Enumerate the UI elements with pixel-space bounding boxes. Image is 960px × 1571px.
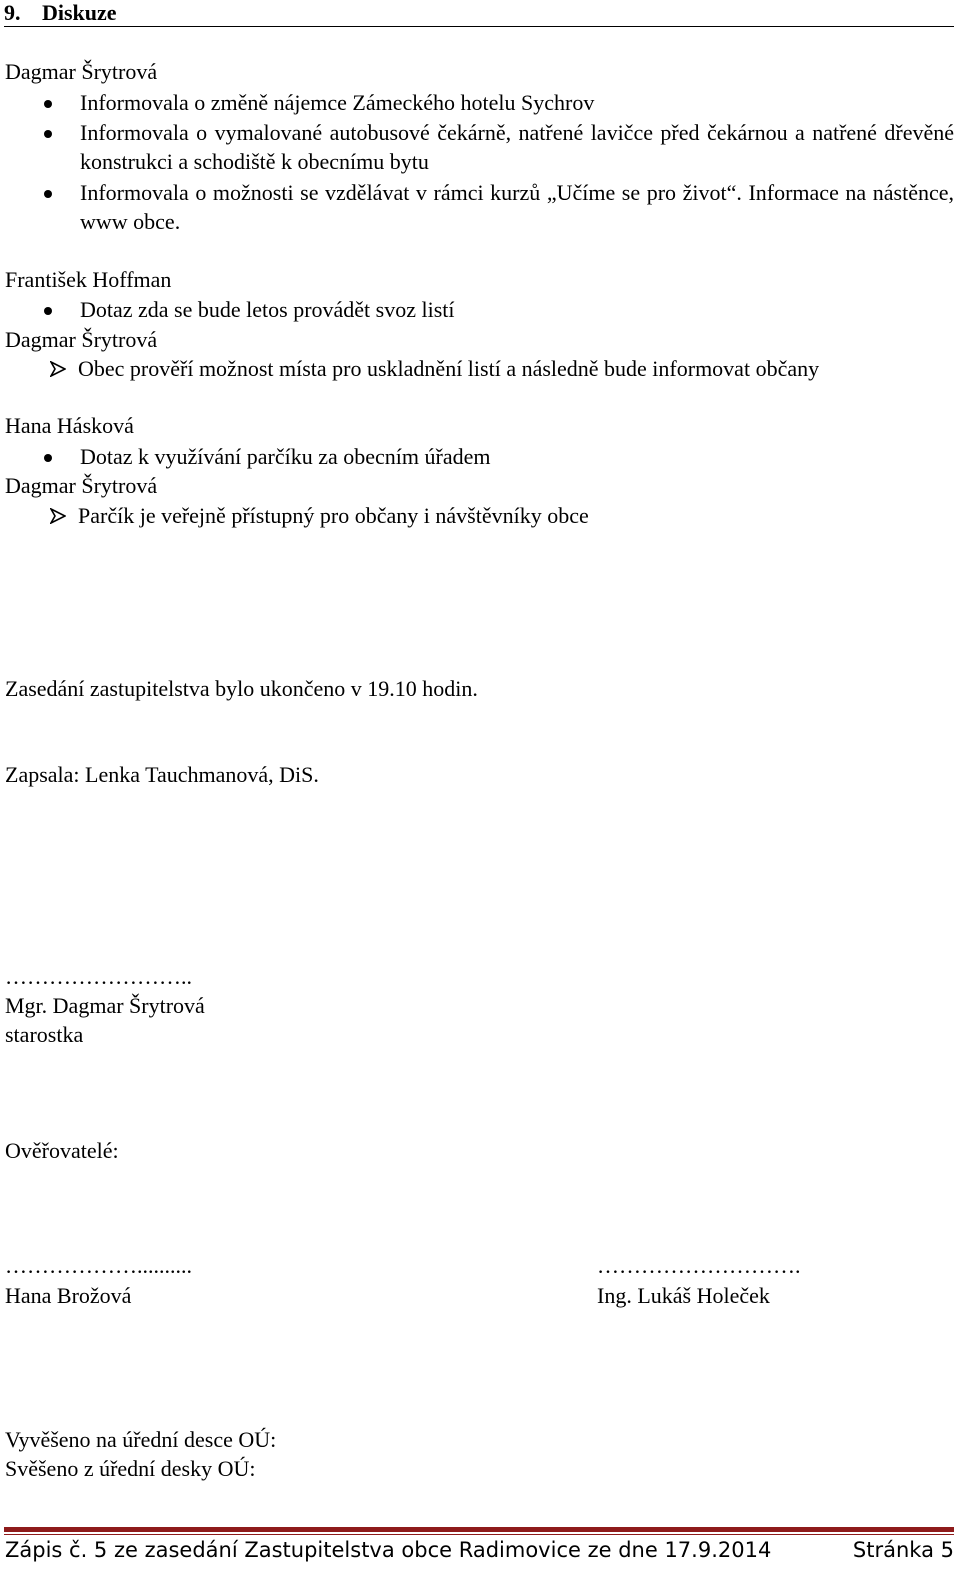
arrow-bullet-icon (50, 508, 66, 524)
question-text: Dotaz zda se bude letos provádět svoz listí (80, 297, 455, 322)
signature-dots: ………………………. (597, 1253, 801, 1278)
section-title: Diskuze (42, 0, 117, 25)
footer-rule (4, 1527, 954, 1532)
bullet-icon (44, 130, 52, 138)
bullet-icon (44, 307, 52, 315)
recorder-line: Zapsala: Lenka Tauchmanová, DiS. (5, 762, 319, 787)
bullet-icon (44, 190, 52, 198)
list-item (0, 88, 954, 117)
verifiers-label: Ověřovatelé: (5, 1138, 119, 1163)
speaker-name: František Hoffman (5, 267, 172, 292)
verifier-name: Hana Brožová (5, 1283, 132, 1308)
question-item (0, 295, 954, 324)
list-item-text: Informovala o vymalované autobusové čekárně, natřené lavičce před čekárnou a natřené dřevěné konstrukci a schodiště k obecnímu bytu (80, 120, 954, 175)
removed-line: Svěšeno z úřední desky OÚ: (5, 1456, 256, 1481)
bullet-icon (44, 454, 52, 462)
arrow-bullet-icon (50, 361, 66, 377)
footer-document-title: Zápis č. 5 ze zasedání Zastupitelstva obce Radimovice ze dne 17.9.2014 (5, 1538, 772, 1562)
mayor-name: Mgr. Dagmar Šrytrová (5, 993, 205, 1018)
signature-dots: …………………….. (5, 964, 192, 989)
section-heading (4, 0, 117, 27)
closing-statement: Zasedání zastupitelstva bylo ukončeno v 19.10 hodin. (5, 676, 478, 701)
footer-page-number: Stránka 5 (852, 1538, 954, 1562)
section-number: 9. (4, 0, 21, 25)
signature-dots: ……………….......... (5, 1253, 192, 1278)
bullet-icon (44, 100, 52, 108)
mayor-role: starostka (5, 1022, 84, 1047)
page-footer (5, 1537, 954, 1565)
posted-line: Vyvěšeno na úřední desce OÚ: (5, 1427, 277, 1452)
answer-text: Parčík je veřejně přístupný pro občany i návštěvníky obce (78, 503, 589, 528)
list-item-text: Informovala o možnosti se vzdělávat v rámci kurzů „Učíme se pro život“. Informace na nástěnce, www obce. (80, 180, 954, 235)
answer-text: Obec prověří možnost místa pro uskladnění listí a následně bude informovat občany (78, 356, 820, 381)
verifier-name: Ing. Lukáš Holeček (597, 1283, 770, 1308)
responder-name: Dagmar Šrytrová (5, 473, 158, 498)
heading-underline (4, 26, 954, 27)
responder-name: Dagmar Šrytrová (5, 327, 158, 352)
speaker-name: Hana Hásková (5, 413, 134, 438)
list-item (0, 178, 954, 236)
speaker-name: Dagmar Šrytrová (5, 59, 158, 84)
answer-item (50, 501, 589, 530)
question-text: Dotaz k využívání parčíku za obecním úřadem (80, 444, 491, 469)
answer-item (50, 354, 819, 383)
footer-rule-thin (4, 1534, 954, 1535)
question-item (0, 442, 954, 471)
list-item-text: Informovala o změně nájemce Zámeckého hotelu Sychrov (80, 90, 595, 115)
list-item (0, 118, 954, 176)
